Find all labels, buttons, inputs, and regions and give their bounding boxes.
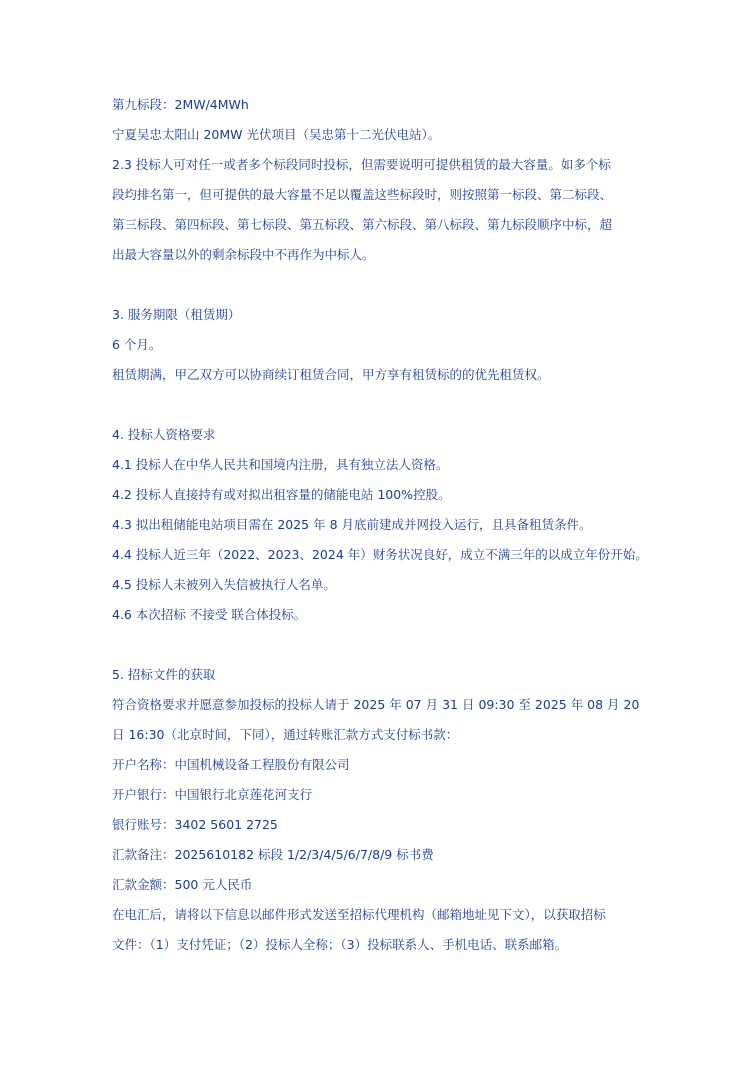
lot-nine-title: 第九标段：2MW/4MWh xyxy=(112,97,249,112)
clause-4-5: 4.5 投标人未被列入失信被执行人名单。 xyxy=(112,577,336,592)
lease-renewal-text: 租赁期满，甲乙双方可以协商续订租赁合同，甲方享有租赁标的的优先租赁权。 xyxy=(112,367,550,382)
bid-docs-period-line-1: 符合资格要求并愿意参加投标的投标人请于 2025 年 07 月 31 日 09:30 至 2025 年 08 月 20 xyxy=(112,697,640,712)
clause-4-6: 4.6 本次招标 不接受 联合体投标。 xyxy=(112,607,307,622)
clause-2-3-line-3: 第三标段、第四标段、第七标段、第五标段、第六标段、第八标段、第九标段顺序中标，超 xyxy=(112,217,613,232)
section-3-heading: 3. 服务期限（租赁期） xyxy=(112,307,241,322)
account-number: 银行账号：3402 5601 2725 xyxy=(112,817,278,832)
section-4-heading: 4. 投标人资格要求 xyxy=(112,427,216,442)
remittance-note: 汇款备注：2025610182 标段 1/2/3/4/5/6/7/8/9 标书费 xyxy=(112,847,434,862)
bid-docs-period-line-2: 日 16:30（北京时间，下同），通过转账汇款方式支付标书款： xyxy=(112,727,459,742)
email-instruction-line-1: 在电汇后，请将以下信息以邮件形式发送至招标代理机构（邮箱地址见下文），以获取招标 xyxy=(112,907,606,922)
clause-2-3-line-1: 2.3 投标人可对任一或者多个标段同时投标，但需要说明可提供租赁的最大容量。如多个标 xyxy=(112,157,611,172)
email-instruction-line-2: 文件：（1）支付凭证；（2）投标人全称；（3）投标联系人、手机电话、联系邮箱。 xyxy=(112,937,568,952)
clause-2-3-line-4: 出最大容量以外的剩余标段中不再作为中标人。 xyxy=(112,247,375,262)
clause-4-3: 4.3 拟出租储能电站项目需在 2025 年 8 月底前建成并网投入运行，且具备租赁条件。 xyxy=(112,517,592,532)
clause-4-4: 4.4 投标人近三年（2022、2023、2024 年）财务状况良好，成立不满三年的以成立年份开始。 xyxy=(112,547,648,562)
clause-4-1: 4.1 投标人在中华人民共和国境内注册，具有独立法人资格。 xyxy=(112,457,449,472)
remittance-amount: 汇款金额：500 元人民币 xyxy=(112,877,253,892)
clause-2-3-line-2: 段均排名第一，但可提供的最大容量不足以覆盖这些标段时，则按照第一标段、第二标段、 xyxy=(112,187,613,202)
clause-4-2: 4.2 投标人直接持有或对拟出租容量的储能电站 100%控股。 xyxy=(112,487,451,502)
service-period: 6 个月。 xyxy=(112,337,162,352)
account-name: 开户名称：中国机械设备工程股份有限公司 xyxy=(112,757,350,772)
section-5-heading: 5. 招标文件的获取 xyxy=(112,667,216,682)
account-bank: 开户银行：中国银行北京莲花河支行 xyxy=(112,787,313,802)
lot-nine-project: 宁夏吴忠太阳山 20MW 光伏项目（吴忠第十二光伏电站）。 xyxy=(112,127,441,142)
